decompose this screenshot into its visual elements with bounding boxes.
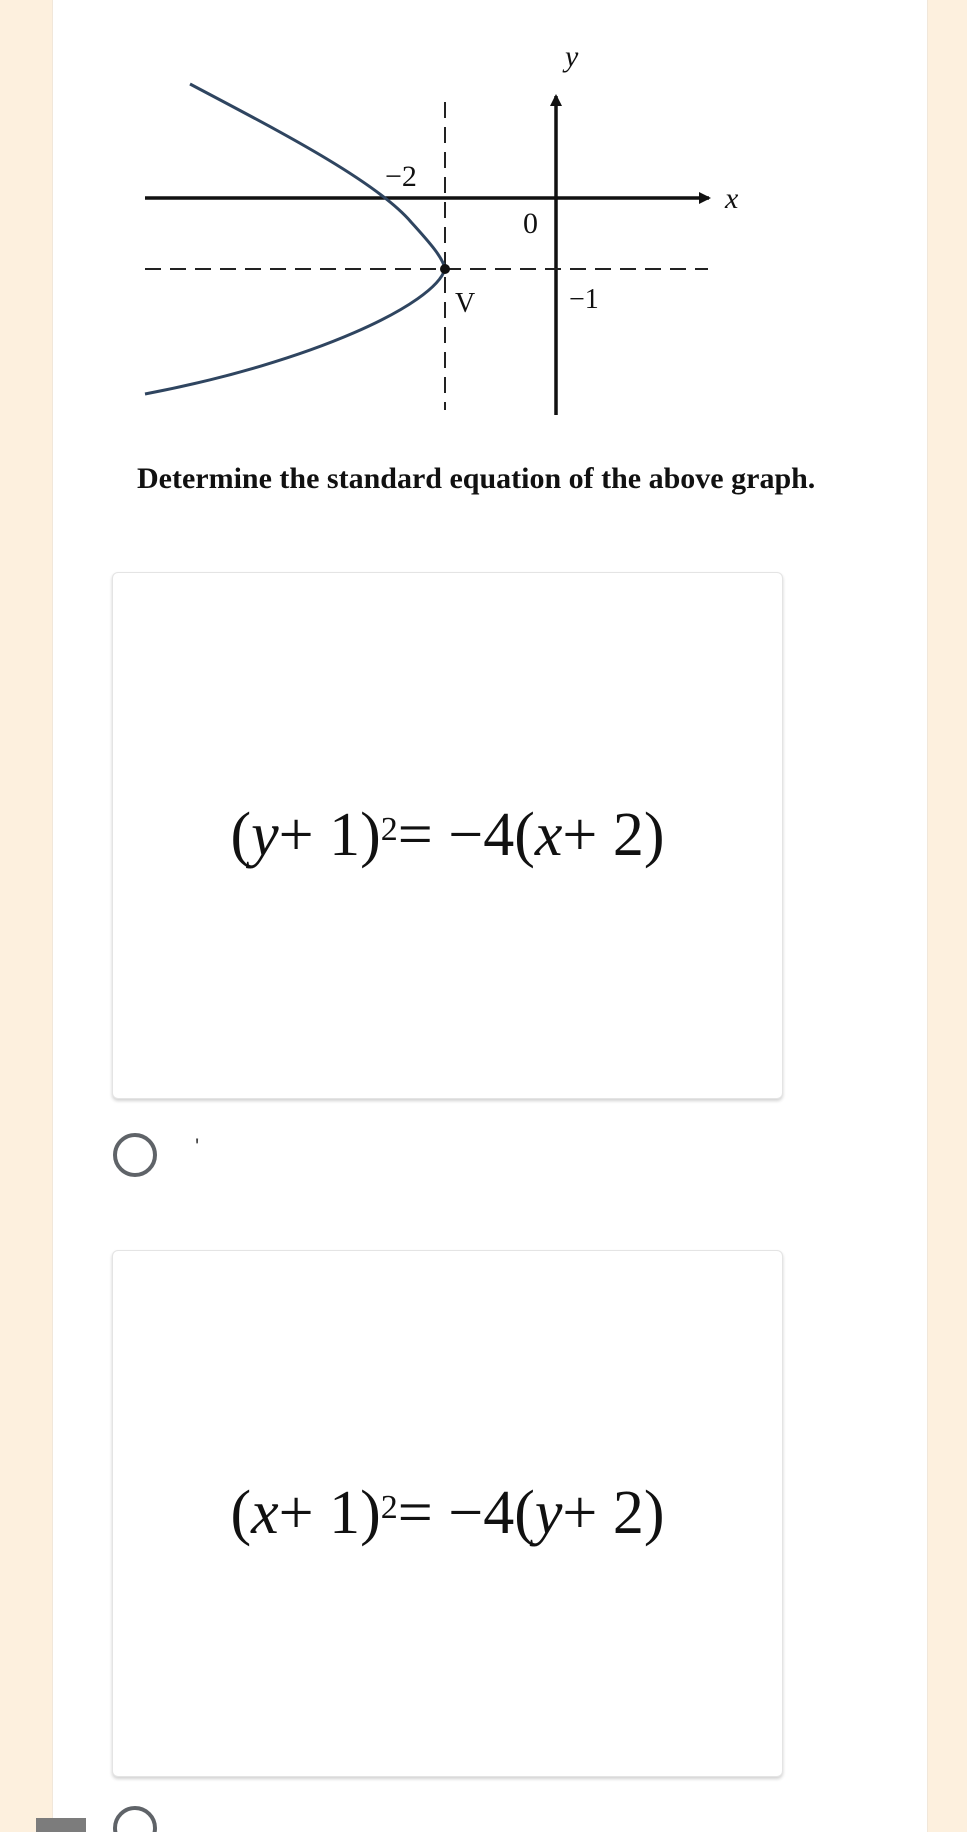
- option-card-2[interactable]: [112, 1250, 783, 1777]
- parabola-graph: [53, 0, 927, 440]
- origin-label: 0: [523, 207, 538, 240]
- stray-mark: ': [195, 1134, 200, 1159]
- x-axis-label: x: [725, 182, 739, 215]
- vertex-y-label: −1: [569, 284, 599, 315]
- bottom-tab: [36, 1818, 86, 1832]
- vertex-point: [440, 264, 450, 274]
- vertex-x-label: −2: [385, 160, 417, 193]
- question-card: [52, 0, 928, 1832]
- option-1-equation: ( y + 1) $^2$ = −4( x + 2): [230, 801, 665, 869]
- option-card-1[interactable]: [112, 572, 783, 1099]
- option-1-radio[interactable]: [113, 1133, 157, 1177]
- parabola-curve: [145, 84, 445, 394]
- question-text: Determine the standard equation of the above graph.: [137, 462, 816, 495]
- option-2-equation: ( x + 1) $^2$ = −4( y + 2): [230, 1479, 665, 1547]
- y-axis-label: y: [565, 40, 579, 73]
- option-2-radio[interactable]: [113, 1806, 157, 1832]
- vertex-label: V: [455, 288, 476, 319]
